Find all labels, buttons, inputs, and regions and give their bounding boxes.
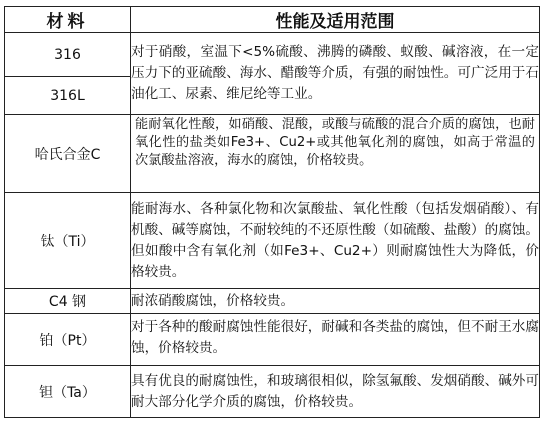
material-cell: C4 钢 xyxy=(5,289,131,314)
table-row xyxy=(5,289,540,314)
table-row xyxy=(5,33,540,77)
description-cell: 耐浓硝酸腐蚀，价格较贵。 xyxy=(131,289,540,314)
description-cell: 对于硝酸，室温下<5%硫酸、沸腾的磷酸、蚁酸、碱溶液，在一定压力下的亚硫酸、海水、醋酸等介质，有强的耐蚀性。可广泛用于石油化工、尿素、维尼纶等工业。 xyxy=(131,33,540,115)
table-header-row xyxy=(5,7,540,33)
material-cell: 哈氏合金C xyxy=(5,115,131,193)
material-cell: 铂（Pt） xyxy=(5,314,131,366)
table-row xyxy=(5,314,540,366)
materials-table xyxy=(4,6,540,418)
material-cell: 316L xyxy=(5,77,131,115)
header-usage: 性能及适用范围 xyxy=(131,7,540,33)
description-cell: 具有优良的耐腐蚀性，和玻璃很相似，除氢氟酸、发烟硝酸、碱外可耐大部分化学介质的腐蚀，价格较贵。 xyxy=(131,366,540,418)
description-cell: 能耐氧化性酸，如硝酸、混酸，或酸与硫酸的混合介质的腐蚀，也耐氧化性的盐类如Fe3+、Cu2+或其他氧化剂的腐蚀，如高于常温的次氯酸盐溶液，海水的腐蚀，价格较贵。 xyxy=(131,115,540,193)
material-cell: 316 xyxy=(5,33,131,77)
table-row xyxy=(5,366,540,418)
material-cell: 钛（Ti） xyxy=(5,193,131,289)
table-row xyxy=(5,193,540,289)
description-cell: 能耐海水、各种氯化物和次氯酸盐、氧化性酸（包括发烟硝酸）、有机酸、碱等腐蚀，不耐较纯的不还原性酸（如硫酸、盐酸）的腐蚀。但如酸中含有氧化剂（如Fe3+、Cu2+）则耐腐蚀性大为降低，价格较贵。 xyxy=(131,193,540,289)
material-cell: 钽（Ta） xyxy=(5,366,131,418)
description-cell: 对于各种的酸耐腐蚀性能很好，耐碱和各类盐的腐蚀，但不耐王水腐蚀，价格较贵。 xyxy=(131,314,540,366)
table-row xyxy=(5,115,540,193)
header-material: 材料 xyxy=(5,7,131,33)
